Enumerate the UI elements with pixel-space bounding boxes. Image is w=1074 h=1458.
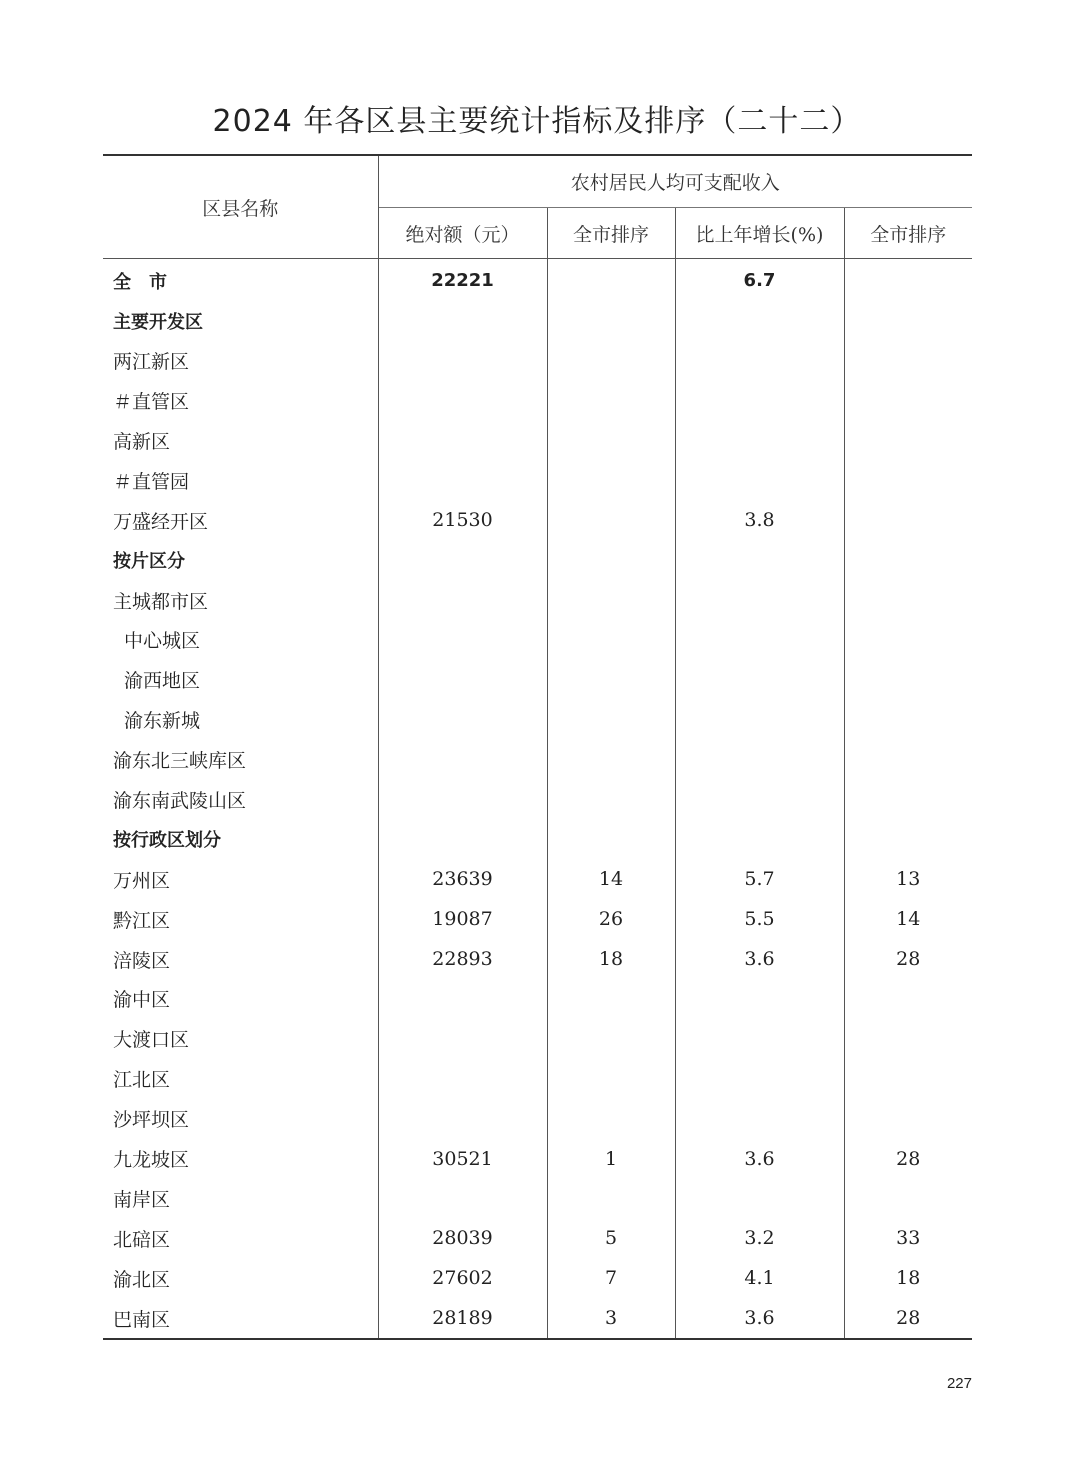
cell-growth: 3.6 [675, 1139, 844, 1179]
cell-district-name: 沙坪坝区 [113, 1109, 190, 1132]
cell-rank [547, 460, 675, 500]
cell-rank: 5 [547, 1218, 675, 1258]
table-row [103, 1218, 972, 1258]
cell-district-name: 大渡口区 [113, 1029, 190, 1052]
cell-amount [378, 660, 547, 700]
cell-amount [378, 421, 547, 461]
cell-amount: 22221 [378, 259, 547, 301]
cell-district-name: 北碚区 [113, 1228, 171, 1251]
cell-district-name: 两江新区 [113, 351, 190, 374]
cell-growth [675, 700, 844, 740]
cell-amount [378, 620, 547, 660]
cell-growth-rank [844, 301, 972, 341]
cell-district-name: 渝北区 [113, 1268, 171, 1291]
table-row [103, 979, 972, 1019]
cell-amount: 21530 [378, 500, 547, 540]
cell-growth: 3.6 [675, 939, 844, 979]
cell-rank [547, 1019, 675, 1059]
page-title: 2024 年各区县主要统计指标及排序（二十二） [212, 104, 862, 139]
cell-rank [547, 341, 675, 381]
cell-district-name: 巴南区 [103, 1298, 378, 1339]
table-row [103, 1178, 972, 1218]
column-header-rank: 全市排序 [547, 208, 675, 259]
cell-district-name: 渝东南武陵山区 [113, 790, 247, 813]
cell-growth-rank: 13 [844, 859, 972, 899]
cell-growth-rank [844, 700, 972, 740]
cell-growth-rank [844, 740, 972, 780]
cell-amount: 19087 [378, 899, 547, 939]
cell-district-name: 渝中区 [113, 989, 171, 1012]
cell-amount: 27602 [378, 1258, 547, 1298]
table-row [103, 1258, 972, 1298]
cell-rank: 18 [547, 939, 675, 979]
cell-growth-rank [844, 460, 972, 500]
table-row [103, 259, 972, 301]
cell-district-name: ＃直管区 [113, 391, 190, 414]
cell-growth-rank [844, 500, 972, 540]
cell-amount [378, 580, 547, 620]
cell-rank [547, 620, 675, 660]
cell-amount [378, 341, 547, 381]
cell-rank [547, 1059, 675, 1099]
cell-rank: 14 [547, 859, 675, 899]
table-row [103, 740, 972, 780]
table-row [103, 381, 972, 421]
cell-amount [378, 540, 547, 580]
cell-growth [675, 580, 844, 620]
cell-amount [378, 381, 547, 421]
cell-growth [675, 421, 844, 461]
cell-district-name: 涪陵区 [113, 949, 171, 972]
cell-amount [378, 1019, 547, 1059]
cell-growth: 5.7 [675, 859, 844, 899]
cell-rank [547, 819, 675, 859]
cell-rank [547, 780, 675, 820]
table-row [103, 700, 972, 740]
cell-amount: 22893 [378, 939, 547, 979]
cell-growth [675, 1178, 844, 1218]
cell-rank [547, 1099, 675, 1139]
table-row [103, 580, 972, 620]
cell-growth [675, 780, 844, 820]
cell-growth-rank: 28 [844, 939, 972, 979]
cell-rank [547, 740, 675, 780]
cell-district-name: 黔江区 [113, 909, 171, 932]
cell-rank [547, 500, 675, 540]
cell-rank: 26 [547, 899, 675, 939]
cell-district-name: 中心城区 [124, 630, 201, 653]
cell-growth-rank [844, 660, 972, 700]
cell-amount: 30521 [378, 1139, 547, 1179]
cell-amount [378, 700, 547, 740]
cell-rank [547, 540, 675, 580]
cell-amount [378, 1178, 547, 1218]
column-header-amount: 绝对额（元） [378, 208, 547, 259]
table-row [103, 460, 972, 500]
page-number: 227 [946, 1375, 972, 1392]
cell-amount [378, 1099, 547, 1139]
cell-district-name: 按行政区划分 [113, 830, 221, 852]
cell-growth-rank: 28 [844, 1139, 972, 1179]
cell-district-name: 渝西地区 [124, 670, 201, 693]
column-header-district: 区县名称 [103, 155, 378, 259]
cell-district-name: ＃直管园 [113, 470, 190, 493]
cell-growth-rank [844, 819, 972, 859]
cell-growth [675, 341, 844, 381]
cell-district-name: 江北区 [113, 1069, 171, 1092]
cell-rank: 1 [547, 1139, 675, 1179]
cell-district-name: 九龙坡区 [113, 1149, 190, 1172]
column-header-growth-rank: 全市排序 [844, 208, 972, 259]
cell-growth [675, 540, 844, 580]
cell-growth: 4.1 [675, 1258, 844, 1298]
cell-growth: 6.7 [675, 259, 844, 301]
cell-district-name: 万盛经开区 [113, 510, 209, 533]
cell-growth [675, 660, 844, 700]
cell-growth-rank: 33 [844, 1218, 972, 1258]
cell-growth-rank [844, 979, 972, 1019]
table-row [103, 1059, 972, 1099]
table-row [103, 421, 972, 461]
cell-district-name: 南岸区 [113, 1188, 171, 1211]
cell-rank [547, 421, 675, 461]
cell-rank [547, 979, 675, 1019]
cell-district-name: 万州区 [113, 869, 171, 892]
cell-rank: 7 [547, 1258, 675, 1298]
cell-growth-rank [844, 1178, 972, 1218]
cell-growth-rank [844, 780, 972, 820]
cell-district-name: 按片区分 [113, 551, 185, 573]
cell-growth-rank [844, 259, 972, 301]
cell-district-name: 渝东新城 [124, 710, 201, 733]
cell-amount: 23639 [378, 859, 547, 899]
cell-growth-rank [844, 580, 972, 620]
cell-growth-rank: 28 [844, 1298, 972, 1339]
table-row [103, 1099, 972, 1139]
table-row [103, 859, 972, 899]
cell-district-name: 高新区 [113, 431, 171, 453]
cell-amount [378, 780, 547, 820]
cell-rank [547, 700, 675, 740]
cell-amount [378, 819, 547, 859]
cell-growth-rank [844, 341, 972, 381]
table-row [103, 341, 972, 381]
cell-growth: 3.8 [675, 500, 844, 540]
table-body [103, 259, 972, 1340]
cell-growth [675, 301, 844, 341]
cell-amount [378, 979, 547, 1019]
cell-rank [547, 381, 675, 421]
cell-rank: 3 [547, 1298, 675, 1339]
cell-growth [675, 1019, 844, 1059]
cell-growth-rank: 18 [844, 1258, 972, 1298]
table-row [103, 660, 972, 700]
cell-rank [547, 301, 675, 341]
table-row [103, 540, 972, 580]
cell-district-name: 主要开发区 [113, 311, 203, 333]
cell-growth-rank [844, 1059, 972, 1099]
cell-district-name: 渝东北三峡库区 [113, 750, 247, 773]
cell-rank [547, 580, 675, 620]
cell-amount [378, 740, 547, 780]
cell-growth [675, 620, 844, 660]
cell-growth-rank: 14 [844, 899, 972, 939]
cell-growth-rank [844, 540, 972, 580]
table-row [103, 500, 972, 540]
cell-district-name: 全 市 [113, 271, 167, 293]
cell-amount: 28039 [378, 1218, 547, 1258]
cell-growth [675, 740, 844, 780]
table-row [103, 1019, 972, 1059]
cell-growth: 5.5 [675, 899, 844, 939]
table-row [103, 1298, 972, 1339]
column-group-header: 农村居民人均可支配收入 [378, 155, 972, 208]
cell-rank [547, 1178, 675, 1218]
cell-district-name: 主城都市区 [113, 590, 209, 613]
cell-amount [378, 1059, 547, 1099]
cell-growth [675, 1059, 844, 1099]
table-row [103, 939, 972, 979]
cell-growth-rank [844, 381, 972, 421]
cell-amount: 28189 [378, 1298, 547, 1339]
cell-growth-rank [844, 421, 972, 461]
cell-growth [675, 819, 844, 859]
table-row [103, 620, 972, 660]
table-row [103, 1139, 972, 1179]
statistics-table [103, 154, 972, 1340]
cell-growth [675, 979, 844, 1019]
table-row [103, 899, 972, 939]
cell-growth: 3.2 [675, 1218, 844, 1258]
cell-amount [378, 301, 547, 341]
cell-growth [675, 381, 844, 421]
cell-growth-rank [844, 620, 972, 660]
table-row [103, 780, 972, 820]
cell-rank [547, 660, 675, 700]
cell-growth-rank [844, 1099, 972, 1139]
cell-growth-rank [844, 1019, 972, 1059]
cell-rank [547, 259, 675, 301]
cell-amount [378, 460, 547, 500]
table-row [103, 301, 972, 341]
cell-growth: 3.6 [675, 1298, 844, 1339]
column-header-growth: 比上年增长(%) [675, 208, 844, 259]
cell-growth [675, 1099, 844, 1139]
cell-growth [675, 460, 844, 500]
table-row [103, 819, 972, 859]
